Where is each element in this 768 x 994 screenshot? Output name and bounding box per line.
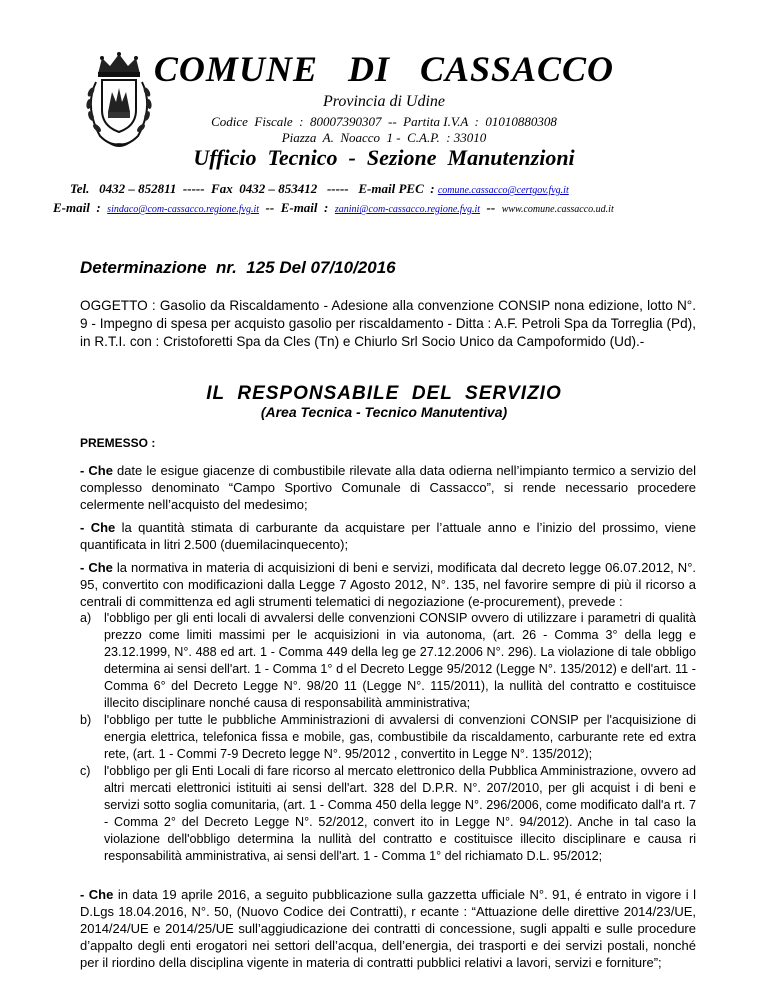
- email-separator: -- E-mail :: [259, 200, 335, 215]
- obligations-list: [80, 610, 696, 865]
- fiscal-code-line: Codice Fiscale : 80007390307 -- Partita I.V.A : 01010880308: [211, 114, 557, 129]
- paragraph-text: la quantità stimata di carburante da acquistare per l’attuale anno e l’inizio del prossimo, viene quantificata in litri 2.500 (duemilacinquecento);: [80, 520, 696, 552]
- paragraph-che-2: [80, 519, 696, 553]
- email-label: E-mail :: [53, 200, 108, 215]
- paragraph-text: la normativa in materia di acquisizioni di beni e servizi, modificata dal decreto legge 06.07.2012, N°. 95, convertito con modificazioni dalla Legge 7 Agosto 2012, N°. 135, nel favorire sempre di più il ricorso a centrali di committenza ed agli strumenti telematici di negoziazione (e-procurement), prevede :: [80, 560, 697, 609]
- list-item-text: l'obbligo per gli Enti Locali di fare ricorso al mercato elettronico della Pubblica Amministrazione, ovvero ad altri mercati elettronici istituiti ai sensi dell'art. 328 del D.P.R. N°. 207/2010, per gli acquist i di beni e servizi sotto soglia comunitaria, (art. 1 - Comma 450 della legge N°. 296/2006, come modificato dall'a rt. 7 - Comma 2° del Decreto Legge N°. 52/2012, convert ito in Legge N°. 94/2012). Anche in tal caso la violazione dell'obbligo determina la nullità del contratto e costituisce illecito disciplinare e causa ri responsabilità amministrativa, ai sensi dell'art. 1 - Comma 1° del richiamato D.L. 95/2012;: [104, 764, 696, 863]
- municipality-title: COMUNE DI CASSACCO: [153, 49, 615, 89]
- paragraph-che-3: [80, 559, 696, 610]
- province-subtitle: Provincia di Udine: [322, 93, 446, 110]
- phone-fax-label: Tel. 0432 – 852811 ----- Fax 0432 – 853412 ----- E-mail PEC :: [70, 181, 438, 196]
- list-item: [80, 712, 696, 763]
- paragraph-lead: - Che: [80, 463, 113, 478]
- list-marker: c): [80, 764, 91, 778]
- list-marker: a): [80, 611, 92, 625]
- paragraph-text: date le esigue giacenze di combustibile rilevate alla data odierna nell’impianto termico a servizio del complesso denominato “Campo Sportivo Comunale di Cassacco”, si rende necessario procedere celermente nell’acquisto del medesimo;: [80, 463, 697, 512]
- paragraph-lead: - Che: [80, 520, 116, 535]
- address-line: Piazza A. Noacco 1 - C.A.P. : 33010: [281, 130, 487, 145]
- list-item: [80, 610, 696, 712]
- premesso-label: PREMESSO :: [80, 436, 156, 450]
- responsabile-heading: IL RESPONSABILE DEL SERVIZIO: [206, 383, 562, 404]
- website-text: www.comune.cassacco.ud.it: [501, 204, 614, 215]
- responsabile-subheading: (Area Tecnica - Tecnico Manutentiva): [260, 404, 508, 420]
- web-separator: --: [480, 200, 502, 215]
- paragraph-text: in data 19 aprile 2016, a seguito pubblicazione sulla gazzetta ufficiale N°. 91, é entrato in vigore i l D.Lgs 18.04.2016, N°. 50, (Nuovo Codice dei Contratti), r ecante : “Attuazione delle direttive 2014/23/UE, 2014/24/UE e 2014/25/UE sull’aggiudicazione dei contratti di concessione, sugli appalti e sulle procedure d’appalto degli enti erogatori nei settori dell’acqua, dell’energia, dei trasporti e dei servizi postali, nonché per il riordino della disciplina vigente in materia di contratti pubblici relativi a lavori, servizi e forniture”;: [80, 887, 697, 970]
- paragraph-lead: - Che: [80, 560, 113, 575]
- zanini-email-link[interactable]: zanini@com-cassacco.regione.fvg.it: [334, 204, 481, 215]
- sindaco-email-link[interactable]: sindaco@com-cassacco.regione.fvg.it: [107, 204, 260, 215]
- office-title: Ufficio Tecnico - Sezione Manutenzioni: [193, 145, 575, 170]
- paragraph-che-1: [80, 462, 696, 513]
- paragraph-che-4: [80, 886, 696, 971]
- paragraph-lead: - Che: [80, 887, 114, 902]
- determinazione-heading: Determinazione nr. 125 Del 07/10/2016: [80, 258, 396, 277]
- phone-fax-pec-line: [70, 181, 569, 197]
- pec-email-link[interactable]: comune.cassacco@certgov.fvg.it: [437, 185, 569, 196]
- list-item-text: l'obbligo per tutte le pubbliche Amministrazioni di avvalersi di convenzioni CONSIP per l'acquisizione di energia elettrica, telefonica fissa e mobile, gas, combustibile da riscaldamento, carburante rete ed extra rete, (art. 1 - Commi 7-9 Decreto legge N°. 95/2012 , convertito in Legge N°. 135/2012);: [104, 713, 696, 761]
- list-item-text: l'obbligo per gli enti locali di avvalersi delle convenzioni CONSIP ovvero di utilizzare i parametri di qualità prezzo come limiti massimi per le acquisizioni in via autonoma, (art. 26 - Comma 3° della legg e 23.12.1999, N°. 488 ed art. 1 - Comma 449 della leg ge 27.12.2006 N°. 296). La violazione di tale obbligo determina ai sensi dell'art. 1 - Comma 1° d el Decreto Legge 95/2012 (Legge N°. 135/2012) e dell'art. 11 - Comma 6° del Decreto Legge N°. 98/20 11 (Legge N°. 115/2011), la nullità del contratto e costituisce illecito disciplinare nonché causa di responsabilità amministrativa;: [104, 611, 696, 710]
- list-item: [80, 763, 696, 865]
- list-marker: b): [80, 713, 92, 727]
- oggetto-paragraph: OGGETTO : Gasolio da Riscaldamento - Adesione alla convenzione CONSIP nona edizione, lotto N°. 9 - Impegno di spesa per acquisto gasolio per riscaldamento - Ditta : A.F. Petroli Spa da Torreglia (Pd), in R.T.I. con : Cristoforetti Spa da Cles (Tn) e Chiurlo Srl Socio Unico da Campoformido (Ud).-: [80, 298, 696, 349]
- email-line: [53, 200, 614, 216]
